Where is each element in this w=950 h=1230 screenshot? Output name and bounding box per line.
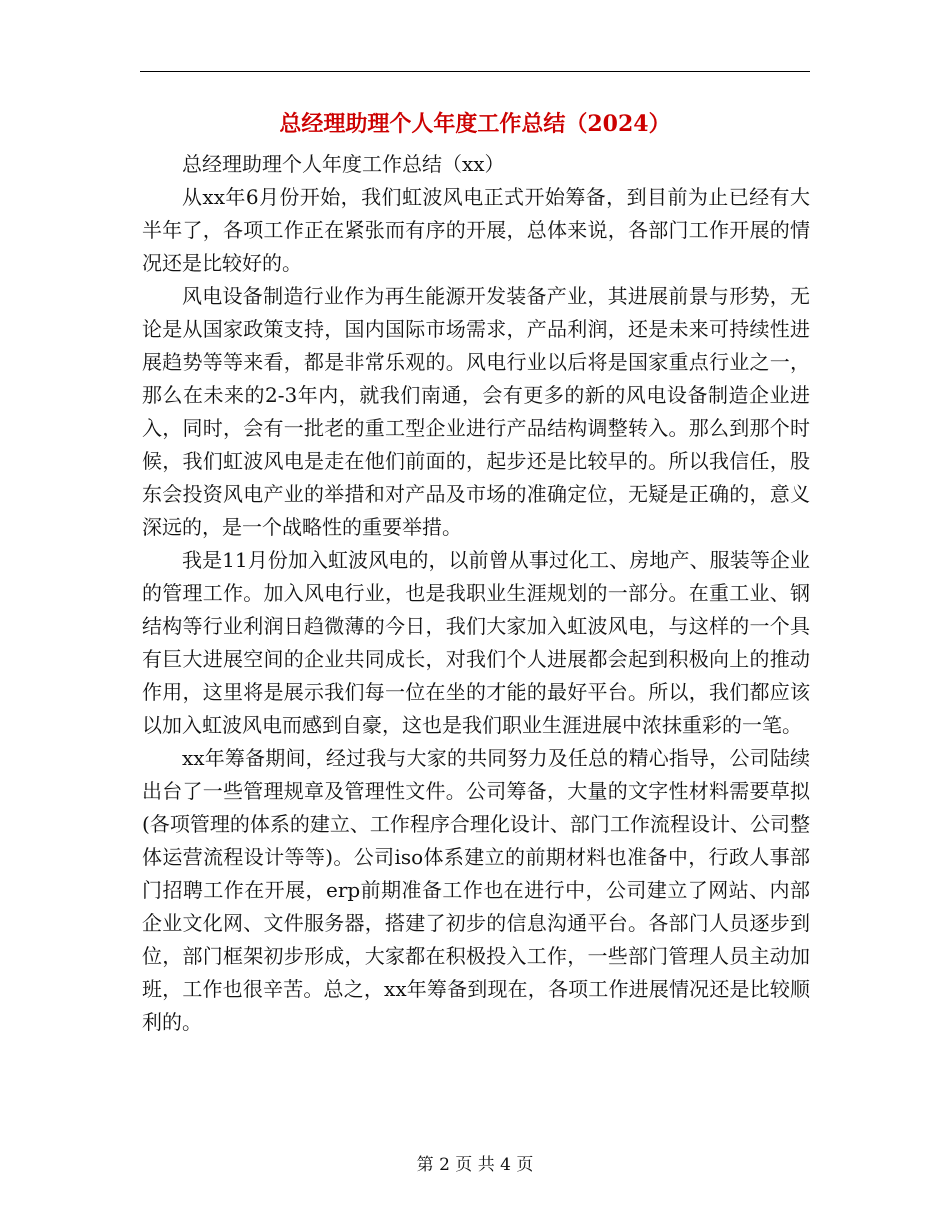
header-rule bbox=[140, 71, 810, 72]
paragraph-4: xx年筹备期间，经过我与大家的共同努力及任总的精心指导，公司陆续出台了一些管理规章及管理性文件。公司筹备，大量的文字性材料需要草拟(各项管理的体系的建立、工作程序合理化设计、部门工作流程设计、公司整体运营流程设计等等)。公司iso体系建立的前期材料也准备中，行政人事部门招聘工作在开展，erp前期准备工作也在进行中，公司建立了网站、内部企业文化网、文件服务器，搭建了初步的信息沟通平台。各部门人员逐步到位，部门框架初步形成，大家都在积极投入工作，一些部门管理人员主动加班，工作也很辛苦。总之，xx年筹备到现在，各项工作进展情况还是比较顺利的。 bbox=[142, 746, 810, 1034]
document-subtitle: 总经理助理个人年度工作总结（xx） bbox=[182, 152, 505, 176]
document-title: 总经理助理个人年度工作总结（2024） bbox=[279, 111, 671, 137]
page-number-footer: 第 2 页 共 4 页 bbox=[416, 1155, 534, 1175]
paragraph-2: 风电设备制造行业作为再生能源开发装备产业，其进展前景与形势，无论是从国家政策支持，国内国际市场需求，产品利润，还是未来可持续性进展趋势等等来看，都是非常乐观的。风电行业以后将是国家重点行业之一，那么在未来的2-3年内，就我们南通，会有更多的新的风电设备制造企业进入，同时，会有一批老的重工型企业进行产品结构调整转入。那么到那个时候，我们虹波风电是走在他们前面的，起步还是比较早的。所以我信任，股东会投资风电产业的举措和对产品及市场的准确定位，无疑是正确的，意义深远的，是一个战略性的重要举措。 bbox=[142, 284, 810, 539]
paragraph-1: 从xx年6月份开始，我们虹波风电正式开始筹备，到目前为止已经有大半年了，各项工作正在紧张而有序的开展，总体来说，各部门工作开展的情况还是比较好的。 bbox=[142, 185, 810, 275]
paragraph-3: 我是11月份加入虹波风电的，以前曾从事过化工、房地产、服装等企业的管理工作。加入风电行业，也是我职业生涯规划的一部分。在重工业、钢结构等行业利润日趋微薄的今日，我们大家加入虹波风电，与这样的一个具有巨大进展空间的企业共同成长，对我们个人进展都会起到积极向上的推动作用，这里将是展示我们每一位在坐的才能的最好平台。所以，我们都应该以加入虹波风电而感到自豪，这也是我们职业生涯进展中浓抹重彩的一笔。 bbox=[142, 548, 810, 737]
document-body bbox=[142, 148, 810, 1039]
